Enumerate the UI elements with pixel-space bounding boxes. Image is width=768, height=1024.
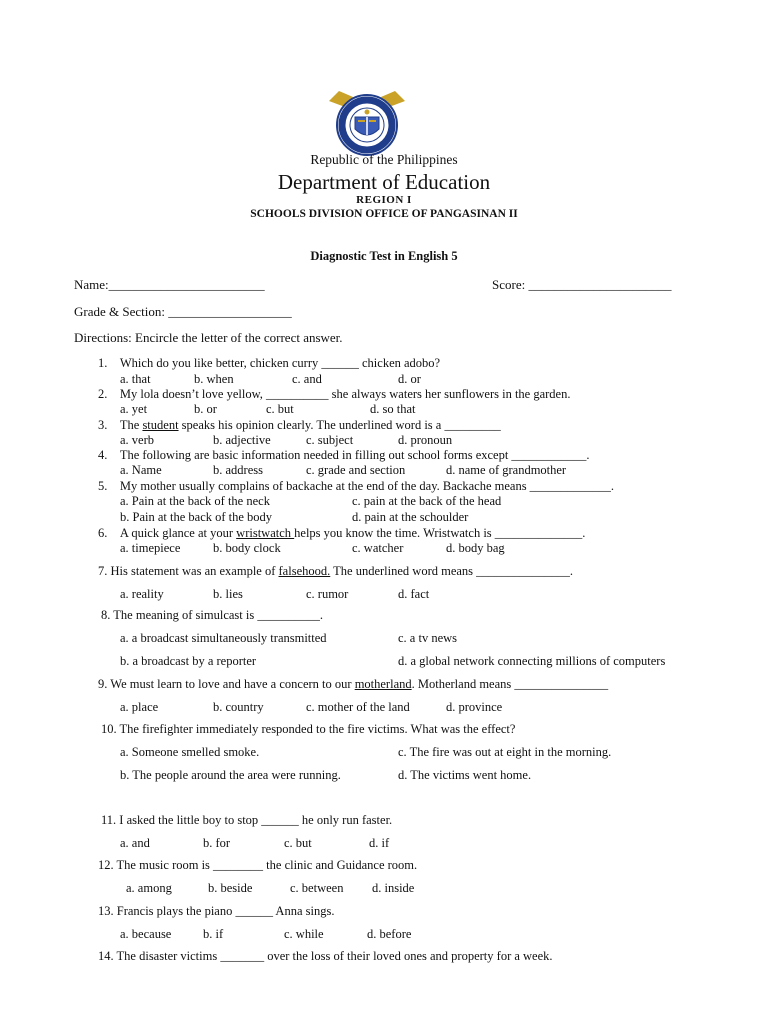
option-8b[interactable]: b. a broadcast by a reporter (120, 654, 257, 668)
option-5b[interactable]: b. Pain at the back of the body (120, 510, 273, 524)
question-10: 10. The firefighter immediately responded to the fire victims. What was the effect? (101, 722, 516, 736)
option-8c[interactable]: c. a tv news (398, 631, 458, 645)
question-13: 13. Francis plays the piano ______ Anna sings. (98, 904, 335, 918)
option-9c[interactable]: c. mother of the land (306, 700, 410, 714)
option-6d[interactable]: d. body bag (446, 541, 505, 555)
option-5d[interactable]: d. pain at the schoulder (352, 510, 469, 524)
question-2: 2. My lola doesn’t love yellow, __________ she always waters her sunflowers in the garden. (98, 387, 571, 401)
option-9d[interactable]: d. province (446, 700, 503, 714)
option-11c[interactable]: c. but (284, 836, 312, 850)
option-10b[interactable]: b. The people around the area were running. (120, 768, 341, 782)
option-3a[interactable]: a. verb (120, 433, 155, 447)
option-6a[interactable]: a. timepiece (120, 541, 181, 555)
question-6: 6. A quick glance at your wristwatch helps you know the time. Wristwatch is ______________. (98, 526, 586, 540)
option-5a[interactable]: a. Pain at the back of the neck (120, 494, 270, 508)
option-3d[interactable]: d. pronoun (398, 433, 453, 447)
option-7c[interactable]: c. rumor (306, 587, 349, 601)
deped-seal-logo (325, 87, 409, 159)
option-8a[interactable]: a. a broadcast simultaneously transmitted (120, 631, 327, 645)
test-title: Diagnostic Test in English 5 (310, 249, 458, 263)
grade-blank[interactable]: ___________________ (168, 304, 292, 319)
question-12: 12. The music room is ________ the clinic and Guidance room. (98, 858, 418, 872)
underlined-word-3: student (142, 418, 179, 432)
option-7d[interactable]: d. fact (398, 587, 430, 601)
option-11a[interactable]: a. and (120, 836, 150, 850)
option-9a[interactable]: a. place (120, 700, 159, 714)
region-heading: REGION I (356, 194, 412, 206)
option-1b[interactable]: b. when (194, 372, 234, 386)
option-10a[interactable]: a. Someone smelled smoke. (120, 745, 260, 759)
option-2a[interactable]: a. yet (120, 402, 148, 416)
department-heading: Department of Education (277, 170, 491, 194)
score-blank[interactable]: ______________________ (528, 277, 672, 292)
score-label: Score: (492, 277, 526, 292)
question-4: 4. The following are basic information needed in filling out school forms except ____________. (98, 448, 590, 462)
option-13a[interactable]: a. because (120, 927, 172, 941)
question-1: 1. Which do you like better, chicken curry ______ chicken adobo? (98, 356, 441, 370)
option-12a[interactable]: a. among (126, 881, 172, 895)
question-9: 9. We must learn to love and have a concern to our motherland. Motherland means _______________ (98, 677, 609, 691)
question-11: 11. I asked the little boy to stop ______ he only run faster. (101, 813, 393, 827)
name-field[interactable] (74, 277, 265, 293)
option-12c[interactable]: c. between (290, 881, 344, 895)
option-6c[interactable]: c. watcher (352, 541, 404, 555)
option-9b[interactable]: b. country (213, 700, 264, 714)
question-3: 3. The student speaks his opinion clearly. The underlined word is a _________ (98, 418, 501, 432)
option-13c[interactable]: c. while (284, 927, 324, 941)
question-8: 8. The meaning of simulcast is __________. (101, 608, 323, 622)
option-13d[interactable]: d. before (367, 927, 412, 941)
option-3c[interactable]: c. subject (306, 433, 354, 447)
underlined-word-9: motherland (354, 677, 412, 691)
option-13b[interactable]: b. if (203, 927, 224, 941)
option-11b[interactable]: b. for (203, 836, 231, 850)
option-1d[interactable]: d. or (398, 372, 421, 386)
question-5: 5. My mother usually complains of backache at the end of the day. Backache means _____________. (98, 479, 615, 493)
republic-heading: Republic of the Philippines (310, 152, 458, 167)
option-2b[interactable]: b. or (194, 402, 217, 416)
option-7b[interactable]: b. lies (213, 587, 243, 601)
question-14: 14. The disaster victims _______ over the loss of their loved ones and property for a week. (98, 949, 553, 963)
question-7: 7. His statement was an example of falsehood. The underlined word means _______________. (98, 564, 574, 578)
option-8d[interactable]: d. a global network connecting millions of computers (398, 654, 666, 668)
option-1a[interactable]: a. that (120, 372, 151, 386)
option-12d[interactable]: d. inside (372, 881, 415, 895)
option-11d[interactable]: d. if (369, 836, 390, 850)
grade-label: Grade & Section: (74, 304, 165, 319)
option-4d[interactable]: d. name of grandmother (446, 463, 567, 477)
option-1c[interactable]: c. and (292, 372, 322, 386)
option-2c[interactable]: c. but (266, 402, 294, 416)
grade-section-field[interactable] (74, 304, 292, 320)
division-heading: SCHOOLS DIVISION OFFICE OF PANGASINAN II (250, 208, 518, 220)
option-3b[interactable]: b. adjective (213, 433, 271, 447)
option-10d[interactable]: d. The victims went home. (398, 768, 532, 782)
underlined-word-7: falsehood. (278, 564, 331, 578)
option-10c[interactable]: c. The fire was out at eight in the morning. (398, 745, 612, 759)
name-label: Name: (74, 277, 109, 292)
underlined-word-6: wristwatch (236, 526, 295, 540)
option-4c[interactable]: c. grade and section (306, 463, 406, 477)
directions: Directions: Encircle the letter of the correct answer. (74, 330, 343, 345)
option-7a[interactable]: a. reality (120, 587, 164, 601)
option-6b[interactable]: b. body clock (213, 541, 281, 555)
name-blank[interactable]: ________________________ (108, 277, 265, 292)
option-2d[interactable]: d. so that (370, 402, 416, 416)
option-5c[interactable]: c. pain at the back of the head (352, 494, 502, 508)
option-12b[interactable]: b. beside (208, 881, 253, 895)
option-4a[interactable]: a. Name (120, 463, 162, 477)
score-field[interactable] (492, 277, 671, 293)
option-4b[interactable]: b. address (213, 463, 263, 477)
